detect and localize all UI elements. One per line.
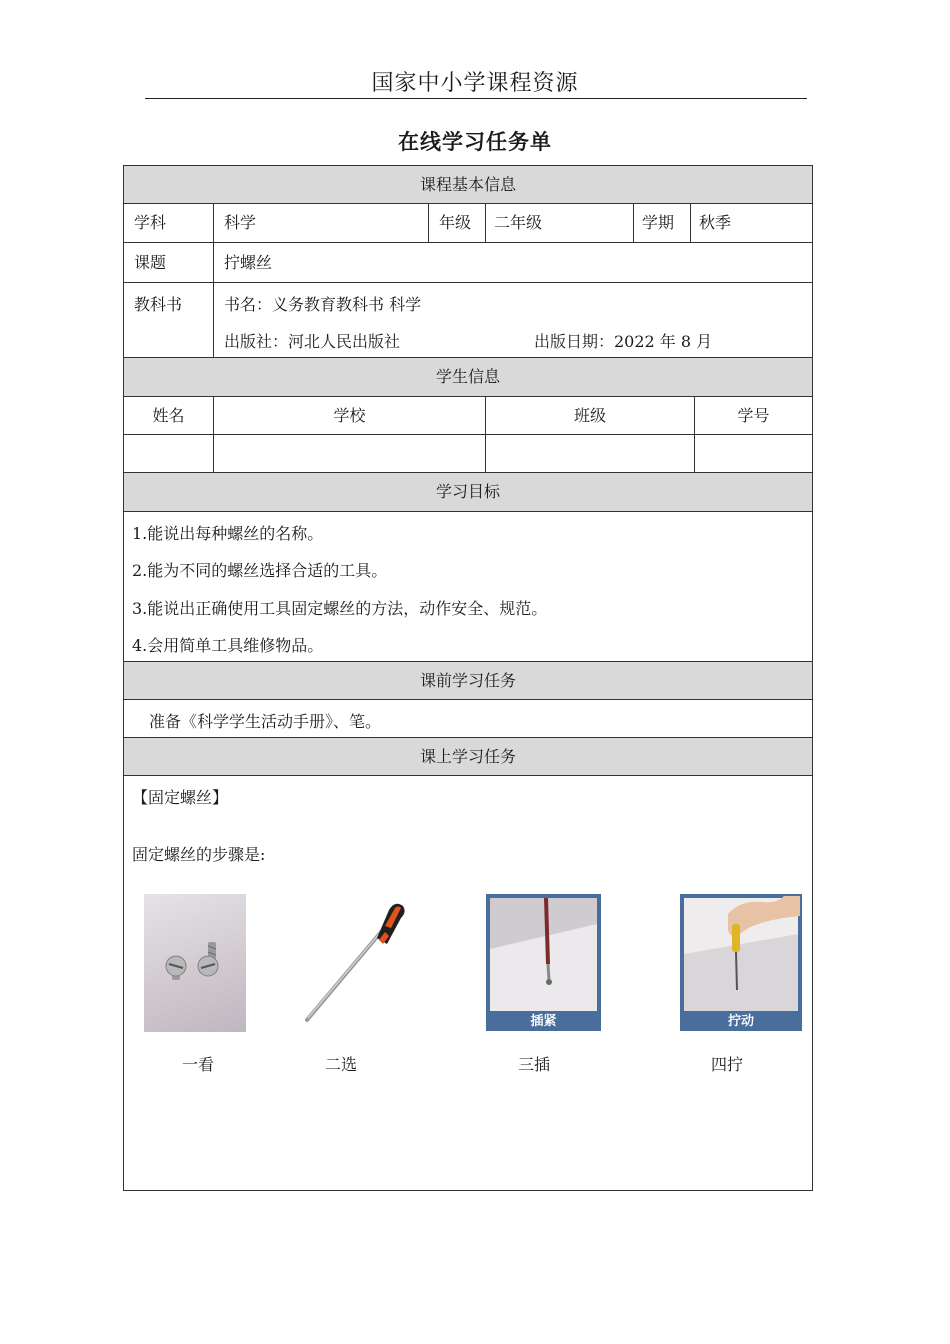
column-name: 姓名 [124, 397, 214, 434]
topic-label: 课题 [134, 253, 167, 272]
school-entry-cell[interactable] [214, 435, 486, 472]
term-label: 学期 [642, 213, 675, 232]
goals-list [124, 512, 812, 662]
textbook-label-cell [124, 283, 214, 357]
student-id-entry-cell[interactable] [695, 435, 812, 472]
course-meta-row [124, 204, 812, 243]
task-sheet-table [123, 165, 813, 1191]
textbook-row [124, 283, 812, 358]
grade-value-cell [486, 204, 634, 242]
step-caption-look: 一看 [182, 1055, 215, 1074]
twist-photo [680, 894, 802, 1031]
publish-date: 出版日期：2022 年 8 月 [534, 332, 713, 351]
screwdriver-photo [299, 896, 411, 1028]
goal-item: 1.能说出每种螺丝的名称。 [132, 524, 324, 543]
step-caption-insert: 三插 [518, 1055, 551, 1074]
pre-class-content: 准备《科学学生活动手册》、笔。 [149, 712, 382, 731]
insert-photo-label: 插紧 [530, 1014, 557, 1029]
class-entry-cell[interactable] [486, 435, 695, 472]
topic-value: 拧螺丝 [224, 253, 273, 272]
header-title: 国家中小学课程资源 [371, 71, 579, 96]
term-value-cell [691, 204, 812, 242]
topic-row [124, 243, 812, 283]
step-caption-twist: 四拧 [711, 1055, 744, 1074]
goal-item: 4.会用简单工具维修物品。 [132, 636, 324, 655]
textbook-value-cell [214, 283, 812, 357]
subject-label: 学科 [134, 213, 167, 232]
column-class: 班级 [486, 397, 695, 434]
pre-class-content-row [124, 700, 812, 738]
in-class-header [124, 738, 812, 776]
screws-icon [144, 894, 246, 1032]
step-caption-choose: 二选 [325, 1055, 358, 1074]
book-name: 书名：义务教育教科书 科学 [224, 295, 422, 314]
document-title: 在线学习任务单 [398, 129, 552, 154]
course-info-header [124, 166, 812, 204]
insert-photo [486, 894, 601, 1031]
term-value: 秋季 [699, 213, 732, 232]
student-info-header [124, 358, 812, 397]
twist-photo-label: 拧动 [727, 1014, 754, 1029]
goal-item: 3.能说出正确使用工具固定螺丝的方法，动作安全、规范。 [132, 599, 548, 618]
header-divider [145, 98, 807, 99]
in-class-content [124, 776, 812, 1190]
pre-class-title: 课前学习任务 [419, 671, 516, 690]
topic-label-cell [124, 243, 214, 282]
grade-label-cell [429, 204, 486, 242]
subject-value: 科学 [224, 213, 257, 232]
publisher: 出版社：河北人民出版社 [224, 332, 401, 351]
name-entry-cell[interactable] [124, 435, 214, 472]
screws-photo [144, 894, 246, 1032]
student-entry-row [124, 435, 812, 473]
student-columns-row [124, 397, 812, 435]
topic-value-cell [214, 243, 812, 282]
in-class-title: 课上学习任务 [419, 747, 516, 766]
grade-value: 二年级 [494, 213, 543, 232]
in-class-subtitle: 【固定螺丝】 [132, 788, 229, 807]
grade-label: 年级 [439, 213, 472, 232]
column-student-id: 学号 [737, 406, 770, 425]
column-school: 学校 [214, 397, 486, 434]
term-label-cell [634, 204, 691, 242]
in-class-intro: 固定螺丝的步骤是: [132, 845, 266, 864]
subject-value-cell [214, 204, 429, 242]
course-info-title: 课程基本信息 [419, 175, 516, 194]
goal-item: 2.能为不同的螺丝选择合适的工具。 [132, 561, 388, 580]
goals-title: 学习目标 [435, 482, 500, 501]
goals-header [124, 473, 812, 512]
subject-label-cell [124, 204, 214, 242]
student-info-title: 学生信息 [435, 367, 500, 386]
screwdriver-icon [299, 896, 411, 1028]
textbook-label: 教科书 [134, 295, 183, 314]
pre-class-header [124, 662, 812, 700]
